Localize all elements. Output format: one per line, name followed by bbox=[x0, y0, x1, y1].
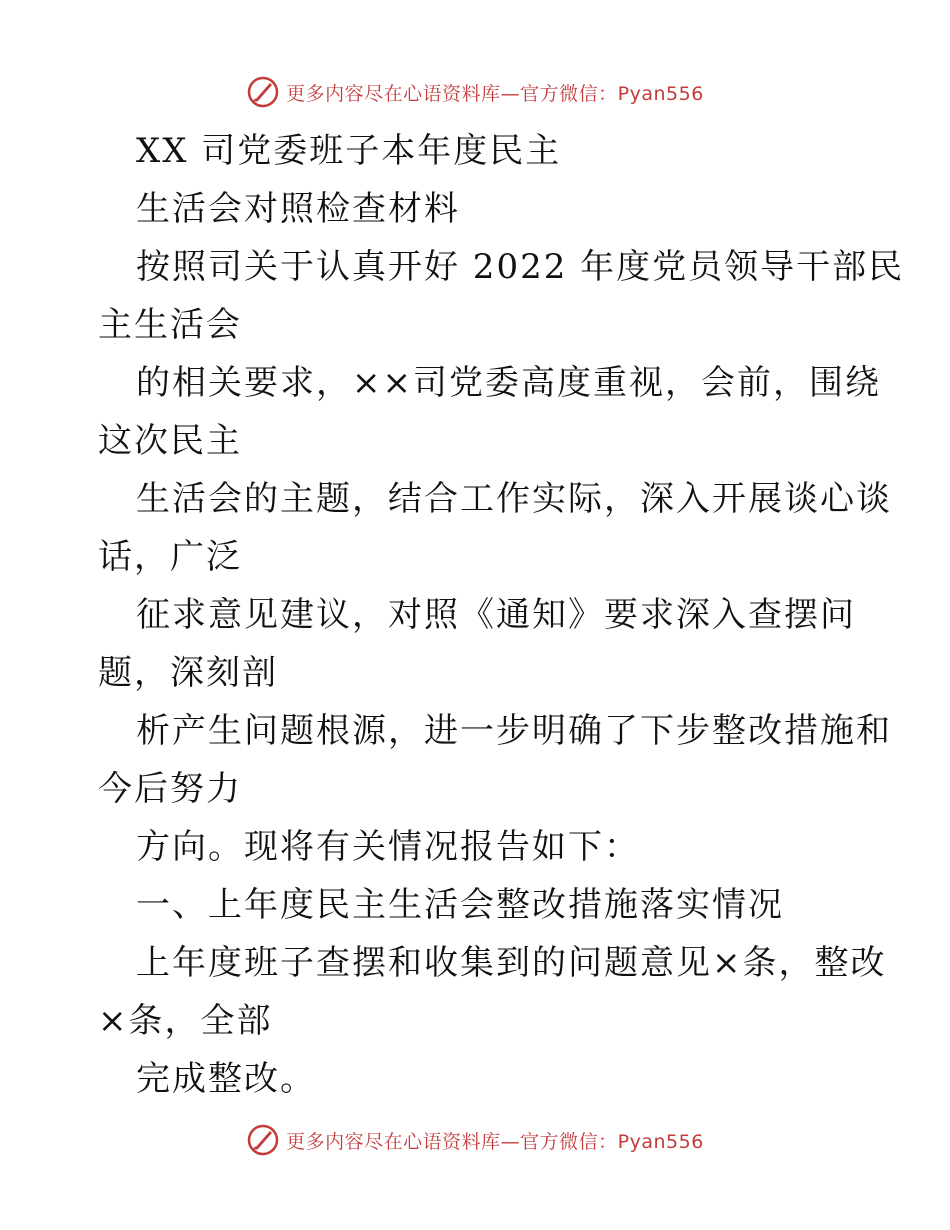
banner-text: 更多内容尽在心语资料库—官方微信：Pyan556 bbox=[286, 82, 704, 105]
text-line: ×条，全部 bbox=[98, 1001, 273, 1041]
text-line: 完成整改。 bbox=[136, 1059, 316, 1099]
quill-pen-circle-icon bbox=[246, 1123, 280, 1157]
section-heading: 一、上年度民主生活会整改措施落实情况 bbox=[136, 885, 784, 925]
text-line: 今后努力 bbox=[98, 769, 242, 809]
text-line: 上年度班子查摆和收集到的问题意见×条，整改 bbox=[136, 943, 887, 983]
quill-pen-circle-icon bbox=[246, 75, 280, 109]
text-line: 这次民主 bbox=[98, 421, 242, 461]
footer-banner bbox=[0, 1120, 950, 1160]
text-line: 话，广泛 bbox=[98, 537, 242, 577]
title-line-2: 生活会对照检查材料 bbox=[136, 189, 460, 229]
text-line: 主生活会 bbox=[98, 305, 242, 345]
text-line: 按照司关于认真开好 2022 年度党员领导干部民 bbox=[136, 247, 905, 287]
text-line: 生活会的主题，结合工作实际，深入开展谈心谈 bbox=[136, 479, 892, 519]
text-line: 征求意见建议，对照《通知》要求深入查摆问 bbox=[136, 595, 856, 635]
text-line: 析产生问题根源，进一步明确了下步整改措施和 bbox=[136, 711, 892, 751]
banner-text: 更多内容尽在心语资料库—官方微信：Pyan556 bbox=[286, 1130, 704, 1153]
text-line: 的相关要求，××司党委高度重视，会前，围绕 bbox=[136, 363, 881, 403]
title-line-1: XX 司党委班子本年度民主 bbox=[136, 131, 562, 171]
text-line: 题，深刻剖 bbox=[98, 653, 278, 693]
header-banner bbox=[0, 72, 950, 112]
document-body bbox=[98, 122, 905, 1108]
text-line: 方向。现将有关情况报告如下： bbox=[136, 827, 640, 867]
